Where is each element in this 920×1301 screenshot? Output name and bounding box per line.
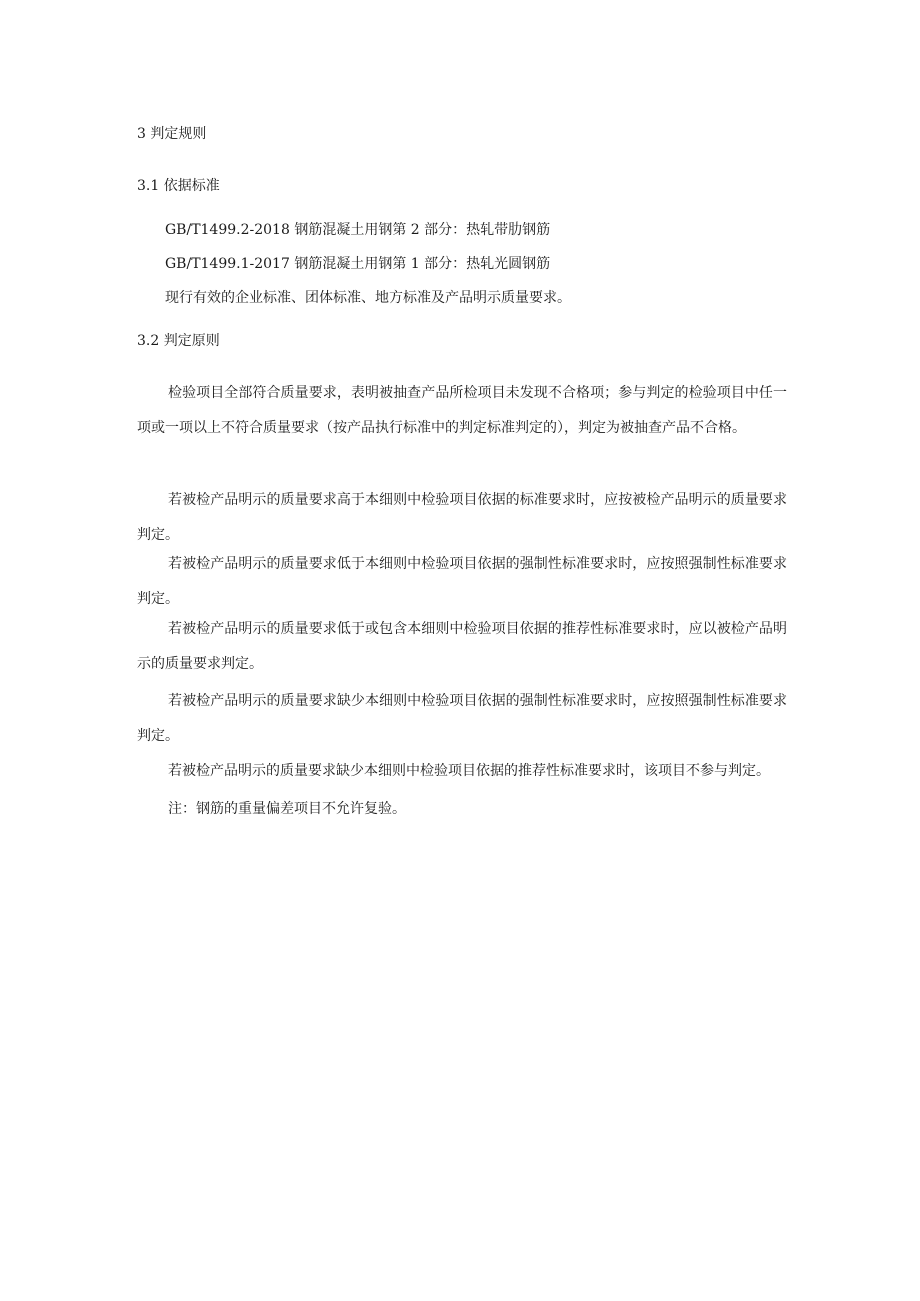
standard-item-1: GB/T1499.2-2018 钢筋混凝土用钢第 2 部分：热轧带肋钢筋 (165, 222, 551, 238)
subsection-heading-3-1: 3.1 依据标准 (137, 178, 220, 194)
principle-paragraph-1: 检验项目全部符合质量要求，表明被抽查产品所检项目未发现不合格项；参与判定的检验项目中任一项或一项以上不符合质量要求（按产品执行标准中的判定标准判定的），判定为被抽查产品不合格。 (137, 385, 787, 436)
principle-paragraph-2: 若被检产品明示的质量要求高于本细则中检验项目依据的标准要求时，应按被检产品明示的质量要求判定。 (137, 492, 787, 543)
principle-paragraph-5: 若被检产品明示的质量要求缺少本细则中检验项目依据的强制性标准要求时，应按照强制性标准要求判定。 (137, 693, 787, 744)
standard-item-3: 现行有效的企业标准、团体标准、地方标准及产品明示质量要求。 (165, 290, 571, 306)
note-text: 注：钢筋的重量偏差项目不允许复验。 (168, 801, 406, 817)
principle-paragraph-3: 若被检产品明示的质量要求低于本细则中检验项目依据的强制性标准要求时，应按照强制性标准要求判定。 (137, 556, 787, 607)
subsection-heading-3-2: 3.2 判定原则 (137, 333, 220, 349)
principle-paragraph-4: 若被检产品明示的质量要求低于或包含本细则中检验项目依据的推荐性标准要求时，应以被检产品明示的质量要求判定。 (137, 621, 787, 672)
standard-item-2: GB/T1499.1-2017 钢筋混凝土用钢第 1 部分：热轧光圆钢筋 (165, 256, 551, 272)
principle-paragraph-6: 若被检产品明示的质量要求缺少本细则中检验项目依据的推荐性标准要求时，该项目不参与判定。 (168, 763, 770, 779)
section-heading-3: 3 判定规则 (137, 126, 207, 142)
